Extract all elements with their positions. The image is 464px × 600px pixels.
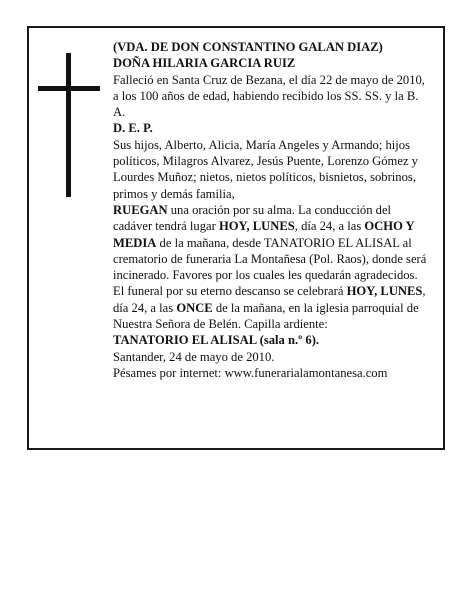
- widow-header: (VDA. DE DON CONSTANTINO GALAN DIAZ): [113, 40, 383, 54]
- hoy-lunes-second: HOY, LUNES: [346, 284, 423, 299]
- cross-icon: [38, 53, 100, 197]
- once-text: ONCE: [176, 300, 213, 315]
- day-text-first: , día 24, a las: [294, 219, 362, 234]
- ocho-y-media: OCHO Y MEDIA: [113, 219, 415, 250]
- morning-text: de la mañana, desde TANATORIO EL ALISAL al crematorio de funeraria La Montañesa (Pol. Raos), donde será incinerado. Favores por los cuales les quedarán agradecidos. El funeral por su eterno descanso se celebrará: [113, 235, 427, 299]
- cross-vertical-bar: [66, 53, 71, 197]
- deceased-name: DOÑA HILARIA GARCIA RUIZ: [113, 56, 296, 71]
- prayer-text: una oración por su alma. La conducción del cadáver tendrá lugar: [113, 202, 392, 234]
- dep-line: D. E. P.: [113, 121, 153, 136]
- cross-horizontal-bar: [38, 86, 100, 91]
- age-line: a los 100 años de edad, habiendo recibido los SS. SS. y la B. A.: [113, 88, 419, 120]
- ruegan-text: RUEGAN: [113, 202, 168, 217]
- death-line: Falleció en Santa Cruz de Bezana, el día 22 de mayo de 2010,: [113, 72, 425, 87]
- obituary-text: [113, 39, 429, 381]
- funeral-details: [113, 137, 429, 333]
- hoy-lunes-first: HOY, LUNES: [218, 219, 295, 234]
- church-text: de la mañana, en la iglesia parroquial de Nuestra Señora de Belén. Capilla ardiente:: [113, 300, 419, 332]
- website-line: Pésames por internet: www.funerarialamontanesa.com: [113, 365, 388, 380]
- tanatorio-line: TANATORIO EL ALISAL (sala n.º 6).: [113, 333, 320, 348]
- place-date-line: Santander, 24 de mayo de 2010.: [113, 349, 275, 364]
- day-text-second: , día 24, a las: [113, 284, 426, 315]
- family-text: Sus hijos, Alberto, Alicia, María Angeles y Armando; hijos políticos, Milagros Alvarez, Jesús Puente, Lorenzo Gómez y Lourdes Muñoz; nietos, nietos políticos, bisnietos, sobrinos, primos y demás familia,: [113, 137, 418, 201]
